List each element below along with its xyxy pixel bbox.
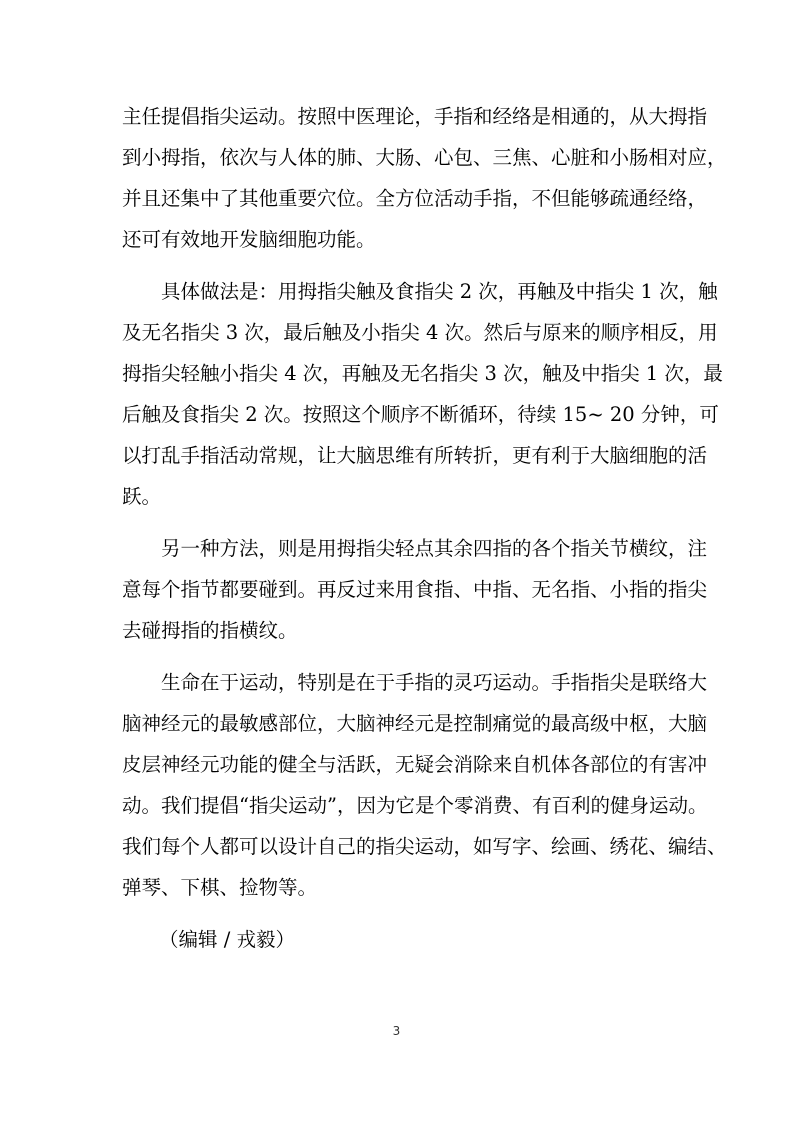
text-line: 具体做法是：用拇指尖触及食指尖 2 次，再触及中指尖 1 次，触	[161, 280, 718, 303]
text-line: 主任提倡指尖运动。按照中医理论，手指和经络是相通的，从大拇指	[122, 105, 708, 128]
paragraph-4	[122, 662, 727, 908]
text-line: 拇指尖轻触小指尖 4 次，再触及无名指尖 3 次，触及中指尖 1 次，最	[122, 362, 723, 385]
text-line: 动。我们提倡“指尖运动”，因为它是个零消费、有百利的健身运动。	[122, 794, 708, 817]
text-line: 生命在于运动，特别是在于手指的灵巧运动。手指指尖是联络大	[161, 671, 708, 694]
page-number: 3	[392, 1024, 401, 1038]
text-line: 脑神经元的最敏感部位，大脑神经元是控制痛觉的最高级中枢，大脑	[122, 712, 708, 735]
text-line: 另一种方法，则是用拇指尖轻点其余四指的各个指关节横纹，注	[161, 537, 708, 560]
text-line: 去碰拇指的指横纹。	[122, 619, 298, 642]
text-line: 跃。	[122, 485, 162, 508]
text-line: 以打乱手指活动常规，让大脑思维有所转折，更有利于大脑细胞的活	[122, 444, 708, 467]
editor-credit: （编辑 / 戎毅）	[159, 928, 295, 951]
text-line: 到小拇指，依次与人体的肺、大肠、心包、三焦、心脏和小肠相对应，	[122, 146, 727, 169]
text-line: 我们每个人都可以设计自己的指尖运动，如写字、绘画、绣花、编结、	[122, 835, 727, 858]
text-line: 弹琴、下棋、捡物等。	[122, 876, 318, 899]
paragraph-1	[122, 96, 727, 260]
paragraph-3	[122, 528, 708, 651]
text-line: 意每个指节都要碰到。再反过来用食指、中指、无名指、小指的指尖	[122, 578, 708, 601]
paragraph-2	[122, 271, 723, 517]
article-body	[122, 96, 727, 960]
text-line: 及无名指尖 3 次，最后触及小指尖 4 次。然后与原来的顺序相反，用	[122, 321, 718, 344]
text-line: 皮层神经元功能的健全与活跃，无疑会消除来自机体各部位的有害冲	[122, 753, 708, 776]
text-line: 并且还集中了其他重要穴位。全方位活动手指，不但能够疏通经络，	[122, 187, 708, 210]
text-line: 后触及食指尖 2 次。按照这个顺序不断循环，待续 15~ 20 分钟，可	[122, 403, 719, 426]
text-line: 还可有效地开发脑细胞功能。	[122, 228, 376, 251]
